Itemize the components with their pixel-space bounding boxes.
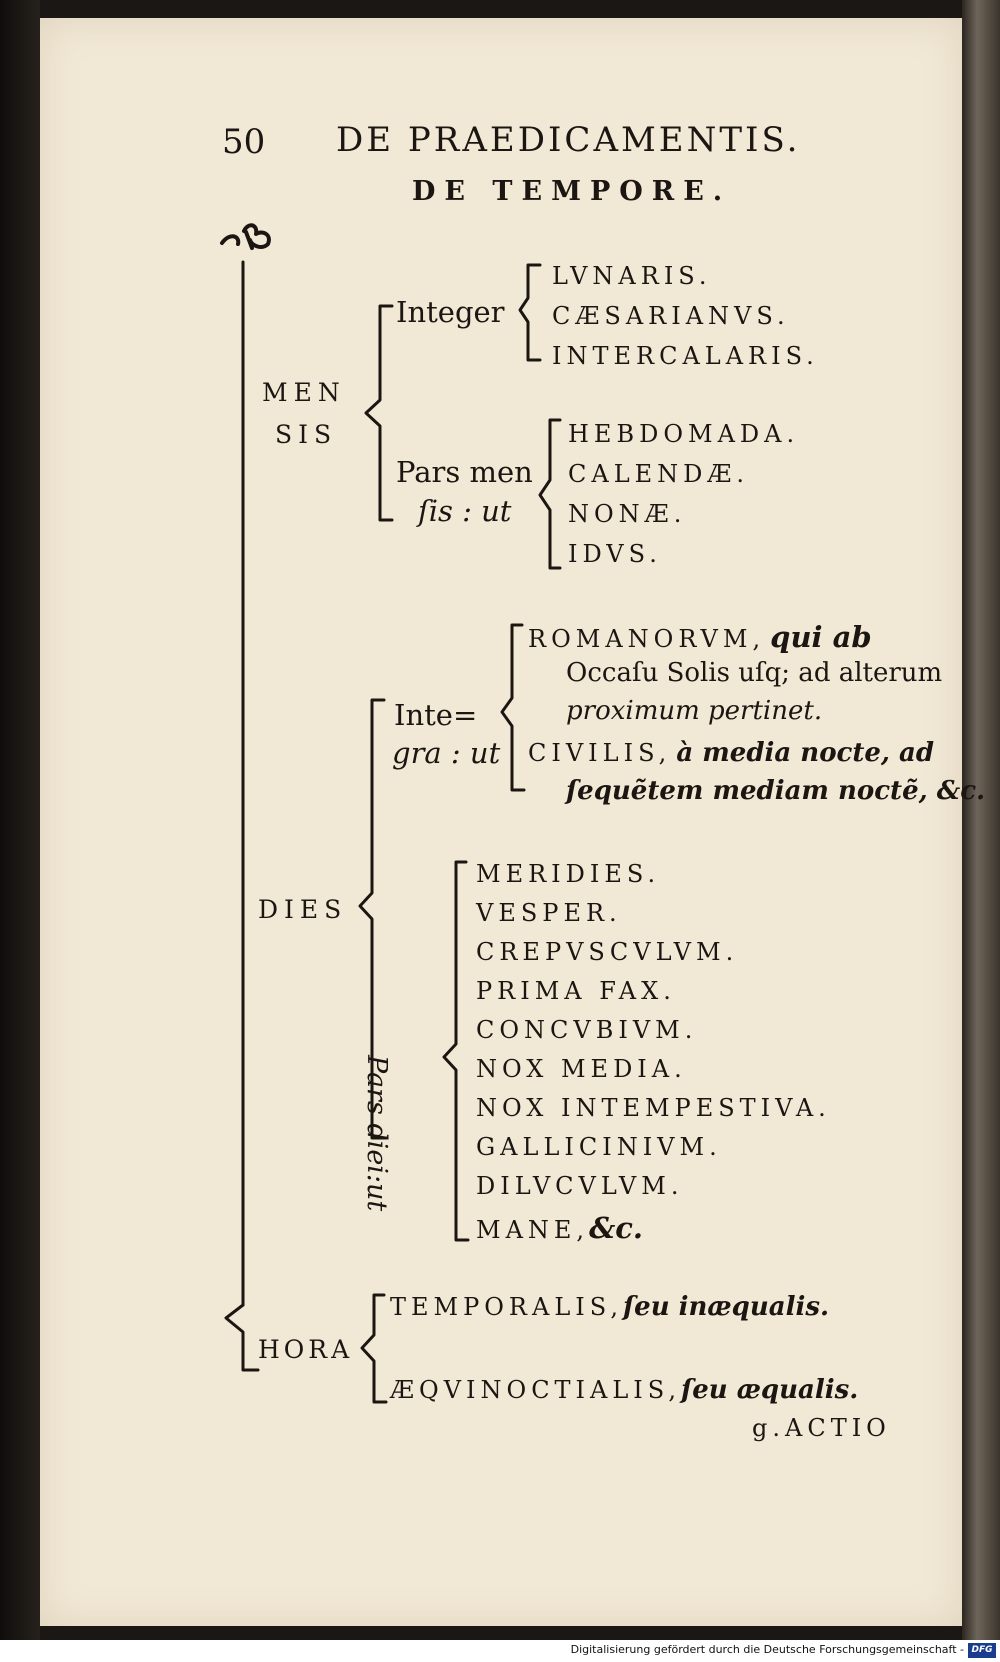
dies-item-crepusculum: CREPVSCVLVM. bbox=[476, 938, 739, 966]
mane-etc: &c. bbox=[589, 1211, 643, 1245]
aequinoctialis-line bbox=[390, 1375, 858, 1405]
page-subheader: DE TEMPORE. bbox=[412, 176, 732, 207]
civilis-ital: à media nocte, ad bbox=[676, 738, 935, 768]
aequinoctialis-caps: ÆQVINOCTIALIS, bbox=[390, 1376, 682, 1404]
civilis-caps: CIVILIS, bbox=[528, 739, 672, 767]
pars-mensis-item-nonae: NONÆ. bbox=[568, 500, 687, 528]
mensis-label-2: SIS bbox=[275, 420, 338, 449]
page-number: 50 bbox=[222, 122, 266, 162]
integer-item-lunaris: LVNARIS. bbox=[552, 262, 712, 290]
pars-mensis-item-idus: IDVS. bbox=[568, 540, 662, 568]
dies-item-diluculum: DILVCVLVM. bbox=[476, 1172, 684, 1200]
dies-label: DIES bbox=[258, 895, 348, 924]
temporalis-ital: ſeu inæqualis. bbox=[622, 1292, 830, 1322]
footer-credit[interactable]: Digitalisierung gefördert durch die Deutsche Forschungsgemeinschaft - bbox=[570, 1643, 964, 1656]
pars-diei-label: Pars diei:ut bbox=[361, 1055, 392, 1212]
pars-mensis-label-2: ſis : ut bbox=[418, 494, 512, 528]
temporalis-line bbox=[390, 1292, 829, 1322]
dies-item-prima-fax: PRIMA FAX. bbox=[476, 977, 676, 1005]
pars-mensis-item-calendae: CALENDÆ. bbox=[568, 460, 750, 488]
integer-label: Integer bbox=[396, 295, 505, 329]
dies-item-meridies: MERIDIES. bbox=[476, 860, 661, 888]
civilis-line bbox=[528, 738, 934, 768]
integra-label-1: Inte= bbox=[394, 698, 478, 732]
aequinoctialis-ital: ſeu æqualis. bbox=[681, 1375, 859, 1405]
integer-item-intercalaris: INTERCALARIS. bbox=[552, 342, 819, 370]
dies-item-gallicinium: GALLICINIVM. bbox=[476, 1133, 722, 1161]
mane-caps: MANE, bbox=[476, 1216, 590, 1244]
temporalis-caps: TEMPORALIS, bbox=[390, 1293, 623, 1321]
pars-mensis-item-hebdomada: HEBDOMADA. bbox=[568, 420, 800, 448]
romanorum-caps: ROMANORVM, bbox=[528, 625, 766, 653]
dies-item-mane bbox=[476, 1211, 643, 1245]
dfg-logo-icon[interactable]: DFG bbox=[968, 1643, 996, 1658]
integer-item-caesarianus: CÆSARIANVS. bbox=[552, 302, 790, 330]
integra-label-2: gra : ut bbox=[392, 736, 501, 770]
dies-item-vesper: VESPER. bbox=[476, 899, 622, 927]
romanorum-line bbox=[528, 620, 872, 654]
hora-label: HORA bbox=[258, 1335, 354, 1364]
mensis-label-1: MEN bbox=[262, 378, 346, 407]
catchword: g.ACTIO bbox=[752, 1414, 891, 1442]
integra-line-5: ſequẽtem mediam noctẽ, &c. bbox=[566, 776, 986, 806]
integra-line-2: Occaſu Solis uſq; ad alterum bbox=[566, 658, 943, 688]
dies-item-nox-media: NOX MEDIA. bbox=[476, 1055, 687, 1083]
dies-item-concubium: CONCVBIVM. bbox=[476, 1016, 698, 1044]
footer-bar bbox=[0, 1640, 1000, 1662]
pars-mensis-label-1: Pars men bbox=[396, 455, 533, 489]
integra-line-3: proximum pertinet. bbox=[566, 696, 823, 726]
page-header: DE PRAEDICAMENTIS. bbox=[336, 120, 801, 160]
romanorum-ital: qui ab bbox=[770, 620, 872, 654]
dies-item-nox-intempestiva: NOX INTEMPESTIVA. bbox=[476, 1094, 831, 1122]
